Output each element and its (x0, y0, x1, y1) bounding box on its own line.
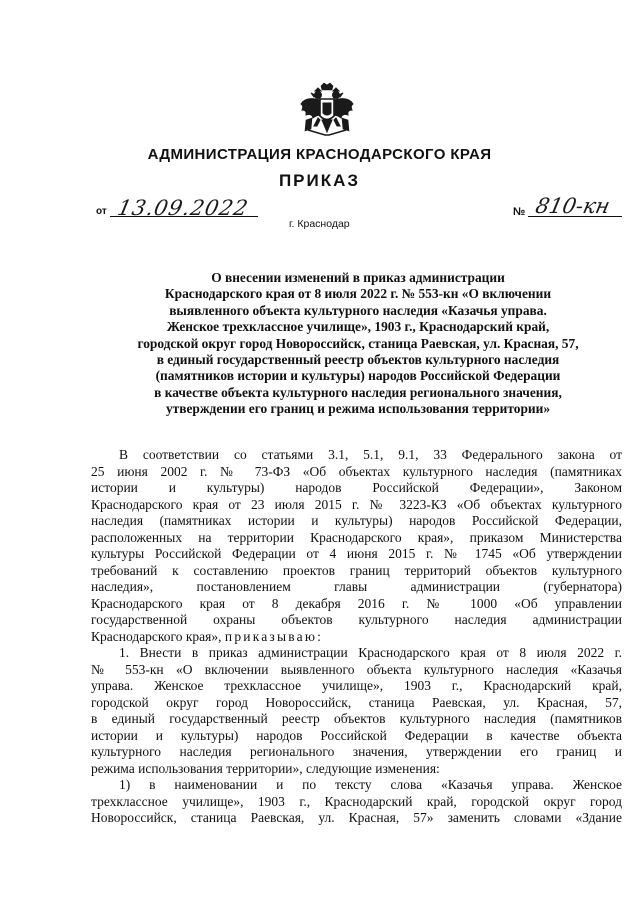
body-line: расположенных на территории Краснодарского края», приказом Министерства (91, 529, 622, 545)
coat-of-arms-emblem (298, 82, 356, 138)
title-line: Краснодарского края от 8 июля 2022 г. № 553-кн «О включении (164, 286, 552, 302)
title-line: утверждении его границ и режима использования территории» (165, 401, 551, 417)
body-line: режима использования территории», следующие изменения: (91, 760, 440, 776)
body-line: 1. Внести в приказ администрации Краснодарского края от 8 июля 2022 г. (119, 645, 622, 660)
body-line: культуры Российской Федерации от 4 июня 2015 г. № 1745 «Об утверждении (91, 546, 622, 561)
date-label: от (96, 206, 107, 217)
body-line: 1) в наименовании и по тексту слова «Казачья управа. Женское (119, 777, 622, 792)
body-line: требований к составлению проектов границ территорий объектов культурного (91, 562, 622, 578)
body-line: наследия (памятниках истории и культуры) народов Российской Федерации, (91, 513, 622, 528)
body-line: В соответствии со статьями 3.1, 5.1, 9.1, 33 Федерального закона от (119, 447, 622, 462)
organization-title: АДМИНИСТРАЦИЯ КРАСНОДАРСКОГО КРАЯ (147, 146, 492, 163)
body-line: городской округ город Новороссийск, станица Раевская, ул. Красная, 57, (91, 694, 622, 710)
body-line: государственной охраны объектов культурного наследия администрации (91, 612, 622, 627)
title-line: в качестве объекта культурного наследия регионального значения, (154, 384, 562, 400)
body-line (91, 629, 622, 646)
document-type: ПРИКАЗ (278, 171, 361, 190)
eagle-emblem-icon (298, 82, 356, 138)
document-body (91, 447, 622, 827)
title-line: в единый государственный реестр объектов культурного наследия (156, 352, 560, 368)
date-number-row (0, 196, 639, 236)
body-line: Краснодарского края от 8 декабря 2016 г. № 1000 «Об управлении (91, 595, 622, 611)
handwritten-date: 13.09.2022 (115, 196, 251, 220)
body-line: 25 июня 2002 г. № 73-ФЗ «Об объектах культурного наследия (памятниках (91, 463, 622, 479)
number-label: № (513, 206, 526, 218)
body-line: истории и культуры) народов Российской Федерации в качестве объекта (91, 727, 622, 743)
body-line: управа. Женское трехклассное училище», 1903 г., Краснодарский край, (91, 678, 622, 693)
body-line-text: Краснодарского края», (91, 628, 222, 644)
city-label: г. Краснодар (289, 218, 350, 230)
title-line: Женское трехклассное училище», 1903 г., Краснодарский край, (166, 319, 550, 335)
body-line: культурного наследия регионального значения, утверждении его границ и (91, 744, 622, 759)
body-line: № 553-кн «О включении выявленного объекта культурного наследия «Казачья (91, 661, 622, 677)
body-line: Краснодарского края от 23 июля 2015 г. № 3223-КЗ «Об объектах культурного (91, 496, 622, 512)
title-line: выявленного объекта культурного наследия «Казачья управа. (169, 302, 547, 318)
body-line: Новороссийск, станица Раевская, ул. Красная, 57» заменить словами «Здание (91, 810, 622, 825)
body-line: в единый государственный реестр объектов культурного наследия (памятников (91, 711, 622, 726)
handwritten-number: 810-кн (533, 194, 613, 218)
body-line: истории и культуры) народов Российской Федерации», Законом (91, 480, 622, 495)
body-line: трехклассное училище», 1903 г., Краснодарский край, городской округ город (91, 793, 622, 809)
title-line: городской округ город Новороссийск, станица Раевская, ул. Красная, 57, (137, 335, 579, 351)
order-verb: приказываю: (224, 628, 324, 644)
title-line: О внесении изменений в приказ администрации (211, 270, 505, 285)
order-title (118, 270, 598, 418)
body-line: наследия», постановлением главы администрации (губернатора) (91, 579, 622, 594)
title-line: (памятников истории и культуры) народов Российской Федерации (155, 368, 561, 384)
